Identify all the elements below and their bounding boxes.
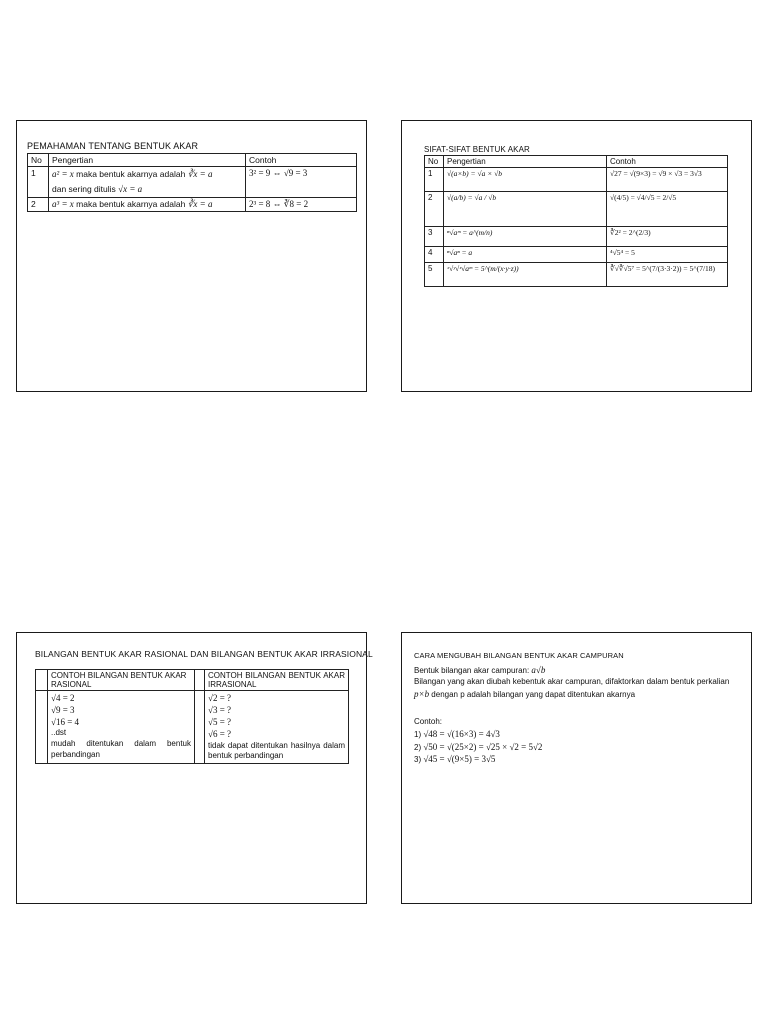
irrasional-cell	[205, 691, 349, 764]
row-no: 3	[425, 227, 444, 247]
intro-block	[414, 664, 734, 700]
table-row	[425, 227, 728, 247]
irrasional-note: tidak dapat ditentukan hasilnya dalam bentuk perbandingan	[208, 740, 345, 761]
table-header-row	[36, 670, 349, 691]
col-header-no: No	[425, 156, 444, 168]
col-header-contoh: Contoh	[607, 156, 728, 168]
comparison-table	[35, 669, 349, 764]
row-no: 5	[425, 263, 444, 287]
row-pengertian	[49, 197, 246, 211]
row-pengertian: √(a/b) = √a / √b	[444, 192, 607, 227]
math-expr: a√b	[531, 665, 546, 675]
properties-table	[424, 155, 728, 287]
row-contoh: √(4/5) = √4/√5 = 2/√5	[607, 192, 728, 227]
math-example: √3 = ?	[208, 705, 232, 716]
col-header-pengertian: Pengertian	[49, 154, 246, 167]
math-example: √9 = 3	[51, 705, 75, 716]
slide-title: PEMAHAMAN TENTANG BENTUK AKAR	[27, 141, 199, 151]
slide-title: BILANGAN BENTUK AKAR RASIONAL DAN BILANGAN BENTUK AKAR IRRASIONAL	[35, 649, 373, 659]
math-example: √6 = ?	[208, 729, 232, 740]
row-contoh: ⁴√5⁴ = 5	[607, 247, 728, 263]
math-expr: ∛x = a	[187, 169, 213, 179]
row-pengertian	[49, 167, 246, 198]
math-expr: p×b	[414, 688, 430, 699]
slide-sifat	[401, 120, 752, 392]
table-row	[425, 247, 728, 263]
math-example: √50 = √(25×2) = √25 × √2 = 5√2	[423, 741, 543, 752]
math-expr: ∛x = a	[187, 198, 213, 209]
table-header-row	[28, 154, 357, 167]
col-header-rasional: CONTOH BILANGAN BENTUK AKAR RASIONAL	[48, 670, 195, 691]
row-contoh	[246, 197, 357, 211]
math-example: 3² = 9 ⇔ √9 = 3	[249, 168, 308, 178]
slide-rasional-irrasional	[16, 632, 373, 904]
table-header-row	[425, 156, 728, 168]
row-no: 1	[425, 168, 444, 192]
table-row	[28, 167, 357, 198]
definition-table	[27, 153, 357, 212]
slide-title: SIFAT-SIFAT BENTUK AKAR	[424, 145, 530, 154]
examples-block	[414, 717, 734, 766]
math-example: √4 = 2	[51, 693, 75, 703]
slide-pemahaman	[16, 120, 367, 392]
math-expr: a³ = x	[52, 198, 74, 209]
rasional-note: mudah ditentukan dalam bentuk perbandingan	[51, 739, 191, 760]
row-no: 1	[28, 167, 49, 198]
col-header-no: No	[28, 154, 49, 167]
row-pengertian: ⁿ√aⁿ = a	[444, 247, 607, 263]
row-pengertian: √(a×b) = √a × √b	[444, 168, 607, 192]
row-contoh: ∛√∛√5⁷ = 5^(7/(3·3·2)) = 5^(7/18)	[607, 263, 728, 287]
intro-text: dengan p adalah bilangan yang dapat ditentukan akarnya	[429, 689, 636, 699]
math-expr: a² = x	[52, 169, 74, 179]
math-example: 2³ = 8 ⇔ ∛8 = 2	[249, 198, 309, 209]
row-contoh: √27 = √(9×3) = √9 × √3 = 3√3	[607, 168, 728, 192]
table-row	[425, 192, 728, 227]
def-text: maka bentuk akarnya adalah	[73, 169, 188, 179]
row-no: 4	[425, 247, 444, 263]
contoh-label: Contoh:	[414, 717, 443, 726]
col-header-contoh: Contoh	[246, 154, 357, 167]
row-contoh	[246, 167, 357, 198]
math-expr: √x = a	[118, 184, 143, 195]
example-number: 1)	[414, 729, 424, 739]
math-example: √2 = ?	[208, 693, 232, 703]
rasional-cell	[48, 691, 195, 764]
row-pengertian: ˣ√ʸ√ᶻ√aᵐ = 5^(m/(x·y·z))	[444, 263, 607, 287]
col-header-pengertian: Pengertian	[444, 156, 607, 168]
row-no: 2	[28, 197, 49, 211]
row-pengertian: ⁿ√aᵐ = a^(m/n)	[444, 227, 607, 247]
math-example: √5 = ?	[208, 717, 232, 728]
table-row	[425, 263, 728, 287]
slide-title: CARA MENGUBAH BILANGAN BENTUK AKAR CAMPURAN	[414, 651, 624, 660]
row-contoh: ∛2² = 2^(2/3)	[607, 227, 728, 247]
def-text: maka bentuk akarnya adalah	[73, 198, 188, 209]
table-row	[28, 197, 357, 211]
dst-text: ..dst	[51, 728, 67, 738]
table-row	[36, 691, 349, 764]
math-example: √45 = √(9×5) = 3√5	[423, 754, 496, 765]
row-no: 2	[425, 192, 444, 227]
math-example: √16 = 4	[51, 717, 80, 728]
math-example: √48 = √(16×3) = 4√3	[423, 728, 500, 739]
intro-text: Bilangan yang akan diubah kebentuk akar campuran, difaktorkan dalam bentuk perkalian	[414, 676, 730, 686]
slide-akar-campuran	[401, 632, 752, 904]
intro-text: Bentuk bilangan akar campuran:	[414, 666, 532, 675]
example-number: 3)	[414, 755, 424, 765]
col-header-irrasional: CONTOH BILANGAN BENTUK AKAR IRRASIONAL	[205, 670, 349, 691]
example-number: 2)	[414, 742, 424, 752]
table-row	[425, 168, 728, 192]
def-text: dan sering ditulis	[52, 184, 119, 195]
